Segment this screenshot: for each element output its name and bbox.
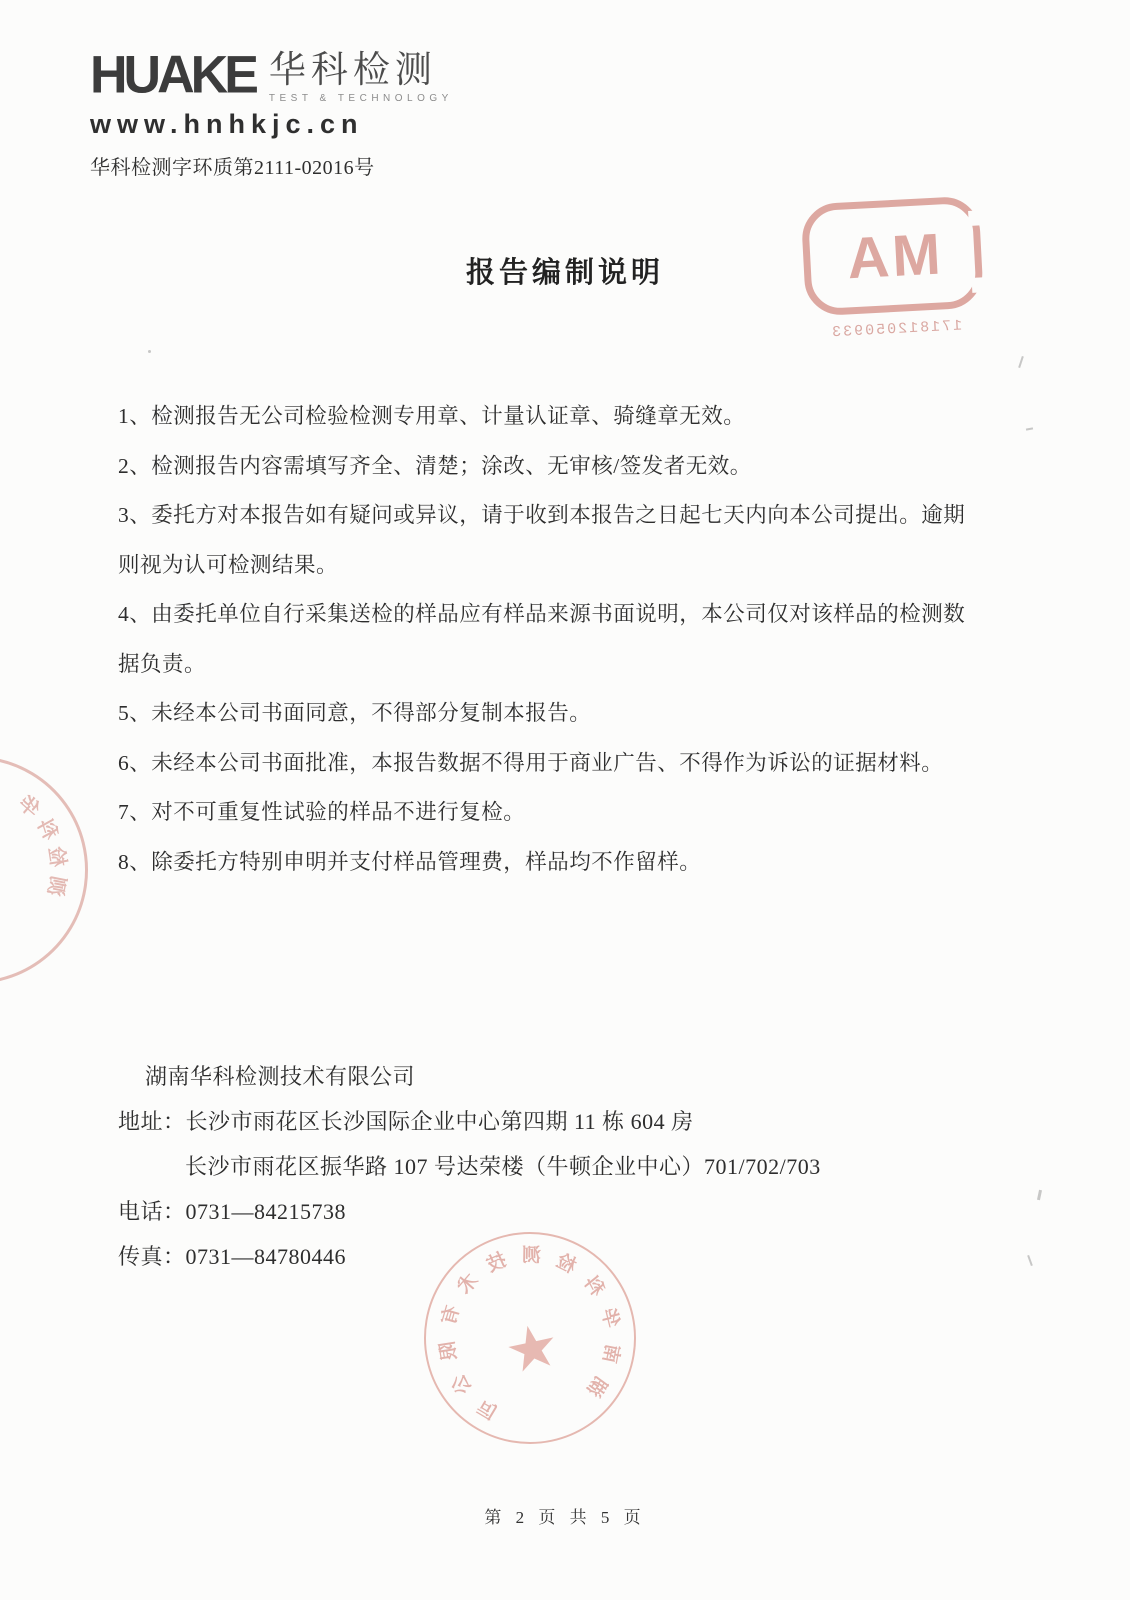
page-indicator: 第 2 页 共 5 页 (484, 1508, 646, 1527)
partial-company-seal (0, 732, 112, 1008)
seal-ring-char: 检 (44, 845, 69, 869)
seal-ring-char: 有 (438, 1303, 464, 1328)
seal-ring-char: 测 (521, 1245, 542, 1267)
seal-ring-char: 科 (579, 1272, 608, 1301)
company-address-2: 长沙市雨花区振华路 107 号达荣楼（牛顿企业中心）701/702/703 (185, 1154, 821, 1179)
seal-ring-char: 科 (32, 815, 62, 844)
note-line: 5、未经本公司书面同意，不得部分复制本报告。 (118, 701, 592, 725)
logo-subtitle: TEST & TECHNOLOGY (268, 93, 453, 104)
note-line: 7、对不可重复性试验的样品不进行复检。 (118, 800, 526, 824)
scan-artifact (1018, 356, 1024, 368)
logo-chinese-name: 华科检测 (268, 50, 437, 91)
seal-ring-char: 限 (437, 1339, 461, 1362)
company-phone: 电话：0731—84215738 (118, 1199, 347, 1224)
note-line: 2、检测报告内容需填写齐全、清楚；涂改、无审核/签发者无效。 (118, 453, 752, 478)
note-line: 8、除委托方特别申明并支付样品管理费，样品均不作留样。 (118, 849, 702, 874)
company-website: www.hnhkjc.cn (90, 109, 364, 139)
seal-ring (0, 732, 112, 1008)
cma-stamp-text: MA (842, 221, 943, 291)
company-name: 湖南华科检测技术有限公司 (145, 1064, 416, 1089)
seal-ring-char: 术 (453, 1270, 483, 1299)
round-company-seal (404, 1212, 655, 1463)
scan-artifact (1037, 1190, 1042, 1200)
seal-ring-char: 南 (598, 1342, 623, 1365)
company-logo (90, 45, 453, 180)
cma-stamp-number: 171812050933 (829, 317, 963, 342)
star-icon: ★ (499, 1310, 566, 1387)
notes-list (118, 392, 1038, 887)
seal-ring-char: 华 (597, 1306, 623, 1330)
seal-ring-char: 司 (474, 1394, 502, 1423)
scan-artifact (148, 350, 151, 353)
seal-ring-char: 测 (43, 874, 69, 898)
note-line: 则视为认可检测结果。 (118, 552, 339, 577)
seal-ring-char: 湖 (582, 1372, 611, 1401)
company-fax: 传真：0731—84780446 (118, 1244, 347, 1269)
note-line: 据负责。 (118, 651, 207, 676)
seal-ring-char: 技 (483, 1249, 510, 1277)
company-address-1: 地址：长沙市雨花区长沙国际企业中心第四期 11 栋 604 房 (118, 1109, 694, 1134)
page-title: 报告编制说明 (465, 257, 664, 289)
scan-artifact (1027, 1255, 1033, 1266)
seal-ring-char: 检 (552, 1250, 580, 1278)
document-number: 华科检测字环质第2111-02016号 (90, 157, 375, 179)
note-line: 3、委托方对本报告如有疑问或异议，请于收到本报告之日起七天内向本公司提出。逾期 (118, 503, 966, 527)
note-line: 4、由委托单位自行采集送检的样品应有样品来源书面说明，本公司仅对该样品的检测数 (118, 602, 966, 626)
note-line: 6、未经本公司书面批准，本报告数据不得用于商业广告、不得作为诉讼的证据材料。 (118, 750, 944, 775)
note-line: 1、检测报告无公司检验检测专用章、计量认证章、骑缝章无效。 (118, 404, 746, 428)
seal-ring-char: 公 (447, 1370, 477, 1398)
logo-wordmark: HUAKE (90, 45, 255, 105)
seal-ring-char: 华 (14, 792, 44, 822)
